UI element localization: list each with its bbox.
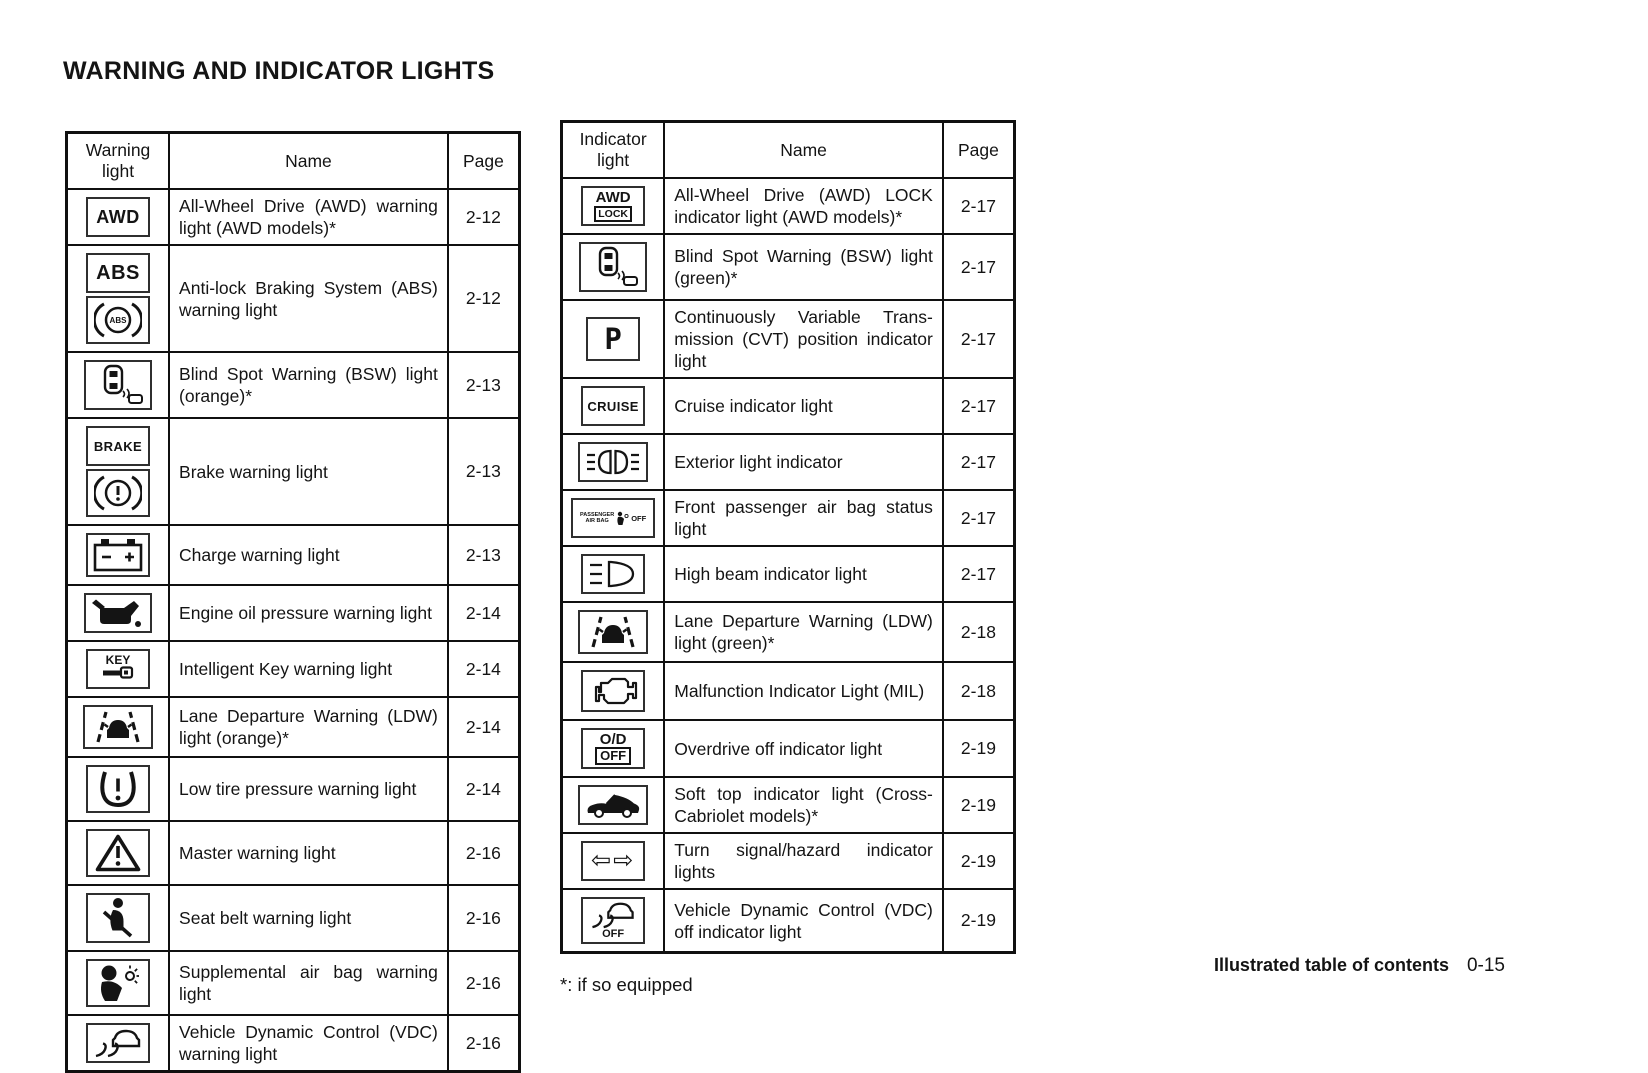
indicator-light-name: Vehicle Dynamic Control (VDC) off indicator light xyxy=(664,889,943,953)
intelligent-key-icon: KEY xyxy=(86,649,150,689)
warning-light-row xyxy=(67,757,520,821)
indicator-light-page-ref: 2-19 xyxy=(943,720,1015,777)
brake-circle-icon xyxy=(86,469,150,517)
passenger-airbag-off-icon: PASSENGER AIR BAG OFF xyxy=(571,498,655,538)
indicator-light-page-ref: 2-17 xyxy=(943,546,1015,602)
indicator-light-light-symbol-cell xyxy=(562,434,665,490)
warning-light-row xyxy=(67,697,520,757)
warning-light-light-symbol-cell xyxy=(67,418,170,525)
warning-light-page-ref: 2-14 xyxy=(448,757,520,821)
abs-text-icon: ABS xyxy=(86,253,150,293)
warning-light-name: Vehicle Dynamic Control (VDC) warning light xyxy=(169,1015,448,1072)
warning-light-page-ref: 2-14 xyxy=(448,641,520,697)
warning-light-light-symbol-cell xyxy=(67,245,170,352)
awd-lock-icon: AWD LOCK xyxy=(581,186,645,226)
warning-light-row xyxy=(67,951,520,1015)
air-bag-icon xyxy=(86,959,150,1007)
warning-light-name: Master warning light xyxy=(169,821,448,885)
warning-light-page-ref: 2-12 xyxy=(448,245,520,352)
indicator-light-light-symbol-cell xyxy=(562,234,665,300)
warning-light-row xyxy=(67,418,520,525)
indicator-light-row xyxy=(562,178,1015,234)
indicator-light-page-ref: 2-17 xyxy=(943,178,1015,234)
warning-light-row xyxy=(67,885,520,951)
warning-light-page-ref: 2-16 xyxy=(448,885,520,951)
turn-signals-icon: ⇦⇨ xyxy=(581,841,645,881)
indicator-light-row xyxy=(562,378,1015,434)
warning-light-light-symbol-cell xyxy=(67,821,170,885)
indicator-light-light-symbol-cell xyxy=(562,602,665,662)
warning-light-header-light: Warning light xyxy=(67,133,170,190)
indicator-light-light-symbol-cell xyxy=(562,662,665,720)
page-title: WARNING AND INDICATOR LIGHTS xyxy=(63,57,495,85)
indicator-light-header-name: Name xyxy=(664,122,943,179)
indicator-light-name: Blind Spot Warning (BSW) light (green)* xyxy=(664,234,943,300)
exterior-lights-icon xyxy=(578,442,648,482)
warning-light-name: Low tire pressure warning light xyxy=(169,757,448,821)
indicator-light-page-ref: 2-17 xyxy=(943,300,1015,378)
indicator-light-name: Continuously Variable Trans-mission (CVT) position indicator light xyxy=(664,300,943,378)
vdc-skid-icon xyxy=(86,1023,150,1063)
indicator-light-header-light: Indicator light xyxy=(562,122,665,179)
warning-light-light-symbol-cell xyxy=(67,885,170,951)
warning-light-light-symbol-cell xyxy=(67,641,170,697)
indicator-light-page-ref: 2-19 xyxy=(943,777,1015,833)
warning-light-light-symbol-cell xyxy=(67,189,170,245)
indicator-light-row xyxy=(562,777,1015,833)
indicator-light-name: Soft top indicator light (Cross-Cabriolet models)* xyxy=(664,777,943,833)
soft-top-icon xyxy=(578,785,648,825)
indicator-light-name: All-Wheel Drive (AWD) LOCK indicator light (AWD models)* xyxy=(664,178,943,234)
indicator-light-name: Cruise indicator light xyxy=(664,378,943,434)
ldw-car-icon xyxy=(83,705,153,749)
warning-light-page-ref: 2-13 xyxy=(448,418,520,525)
master-triangle-icon xyxy=(86,829,150,877)
indicator-light-name: Malfunction Indicator Light (MIL) xyxy=(664,662,943,720)
warning-light-page-ref: 2-12 xyxy=(448,189,520,245)
warning-light-name: Supplemental air bag warning light xyxy=(169,951,448,1015)
awd-text-icon: AWD xyxy=(86,197,150,237)
indicator-light-light-symbol-cell xyxy=(562,178,665,234)
warning-light-light-symbol-cell xyxy=(67,525,170,585)
bsw-car-icon xyxy=(84,360,152,410)
indicator-light-page-ref: 2-17 xyxy=(943,378,1015,434)
warning-light-name: Brake warning light xyxy=(169,418,448,525)
warning-light-row xyxy=(67,641,520,697)
warning-light-row xyxy=(67,189,520,245)
engine-mil-icon xyxy=(581,670,645,712)
indicator-light-row xyxy=(562,300,1015,378)
warning-light-row xyxy=(67,1015,520,1072)
od-off-icon: O/D OFF xyxy=(581,728,645,769)
seat-belt-icon xyxy=(86,893,150,943)
abs-circle-icon xyxy=(86,296,150,344)
warning-lights-section xyxy=(65,131,521,1073)
warning-light-row xyxy=(67,525,520,585)
cruise-text-icon: CRUISE xyxy=(581,386,645,426)
indicator-light-header-row xyxy=(562,122,1015,179)
indicator-light-row xyxy=(562,234,1015,300)
page-footer xyxy=(1214,955,1505,977)
warning-light-name: Engine oil pressure warning light xyxy=(169,585,448,641)
warning-light-light-symbol-cell xyxy=(67,585,170,641)
warning-light-light-symbol-cell xyxy=(67,951,170,1015)
indicator-light-light-symbol-cell xyxy=(562,777,665,833)
warning-light-name: All-Wheel Drive (AWD) warning light (AWD models)* xyxy=(169,189,448,245)
brake-text-icon: BRAKE xyxy=(86,426,150,466)
warning-light-page-ref: 2-16 xyxy=(448,951,520,1015)
indicator-light-row xyxy=(562,546,1015,602)
warning-light-name: Lane Departure Warning (LDW) light (orange)* xyxy=(169,697,448,757)
warning-light-light-symbol-cell xyxy=(67,1015,170,1072)
warning-light-page-ref: 2-16 xyxy=(448,821,520,885)
footnote: *: if so equipped xyxy=(560,974,693,995)
indicator-light-row xyxy=(562,662,1015,720)
warning-light-row xyxy=(67,352,520,418)
indicator-light-page-ref: 2-18 xyxy=(943,662,1015,720)
indicator-light-light-symbol-cell xyxy=(562,889,665,953)
indicator-light-row xyxy=(562,602,1015,662)
warning-light-name: Anti-lock Braking System (ABS) warning light xyxy=(169,245,448,352)
warning-light-page-ref: 2-14 xyxy=(448,697,520,757)
svg-text:ABS: ABS xyxy=(109,316,127,325)
warning-light-page-ref: 2-13 xyxy=(448,352,520,418)
indicator-light-row xyxy=(562,434,1015,490)
indicator-light-row xyxy=(562,833,1015,889)
indicator-light-page-ref: 2-17 xyxy=(943,490,1015,546)
warning-light-row xyxy=(67,821,520,885)
warning-light-row xyxy=(67,585,520,641)
indicator-light-page-ref: 2-19 xyxy=(943,833,1015,889)
indicator-light-light-symbol-cell xyxy=(562,833,665,889)
indicator-light-name: High beam indicator light xyxy=(664,546,943,602)
footer-page-number: 0-15 xyxy=(1466,955,1505,976)
ldw-car-icon xyxy=(578,610,648,654)
warning-light-name: Charge warning light xyxy=(169,525,448,585)
indicator-light-name: Front passenger air bag status light xyxy=(664,490,943,546)
warning-light-page-ref: 2-14 xyxy=(448,585,520,641)
high-beam-icon xyxy=(581,554,645,594)
warning-light-header-name: Name xyxy=(169,133,448,190)
warning-light-header-page: Page xyxy=(448,133,520,190)
indicator-light-light-symbol-cell xyxy=(562,720,665,777)
battery-icon xyxy=(86,533,150,577)
vdc-off-icon: OFF xyxy=(581,897,645,944)
low-tire-icon xyxy=(86,765,150,813)
warning-light-page-ref: 2-16 xyxy=(448,1015,520,1072)
oil-can-icon xyxy=(84,593,152,633)
indicator-light-page-ref: 2-18 xyxy=(943,602,1015,662)
indicator-light-light-symbol-cell xyxy=(562,378,665,434)
indicator-light-name: Overdrive off indicator light xyxy=(664,720,943,777)
indicator-light-row xyxy=(562,490,1015,546)
indicator-light-row xyxy=(562,889,1015,953)
indicator-light-light-symbol-cell xyxy=(562,546,665,602)
warning-light-header-row xyxy=(67,133,520,190)
indicator-light-header-page: Page xyxy=(943,122,1015,179)
warning-lights-table xyxy=(65,131,521,1073)
indicator-light-page-ref: 2-19 xyxy=(943,889,1015,953)
cvt-p-icon: P xyxy=(586,317,640,361)
indicator-lights-section xyxy=(560,120,1016,996)
warning-light-light-symbol-cell xyxy=(67,697,170,757)
indicator-light-light-symbol-cell xyxy=(562,300,665,378)
indicator-light-name: Exterior light indicator xyxy=(664,434,943,490)
indicator-light-name: Turn signal/hazard indicator lights xyxy=(664,833,943,889)
warning-light-row xyxy=(67,245,520,352)
footer-section-title: Illustrated table of contents xyxy=(1213,955,1449,975)
warning-light-name: Seat belt warning light xyxy=(169,885,448,951)
warning-light-name: Blind Spot Warning (BSW) light (orange)* xyxy=(169,352,448,418)
bsw-car-icon xyxy=(579,242,647,292)
warning-light-name: Intelligent Key warning light xyxy=(169,641,448,697)
warning-light-page-ref: 2-13 xyxy=(448,525,520,585)
warning-light-light-symbol-cell xyxy=(67,352,170,418)
indicator-light-row xyxy=(562,720,1015,777)
indicator-lights-table xyxy=(560,120,1016,954)
warning-light-light-symbol-cell xyxy=(67,757,170,821)
indicator-light-page-ref: 2-17 xyxy=(943,234,1015,300)
indicator-light-light-symbol-cell xyxy=(562,490,665,546)
indicator-light-page-ref: 2-17 xyxy=(943,434,1015,490)
indicator-light-name: Lane Departure Warning (LDW) light (green)* xyxy=(664,602,943,662)
